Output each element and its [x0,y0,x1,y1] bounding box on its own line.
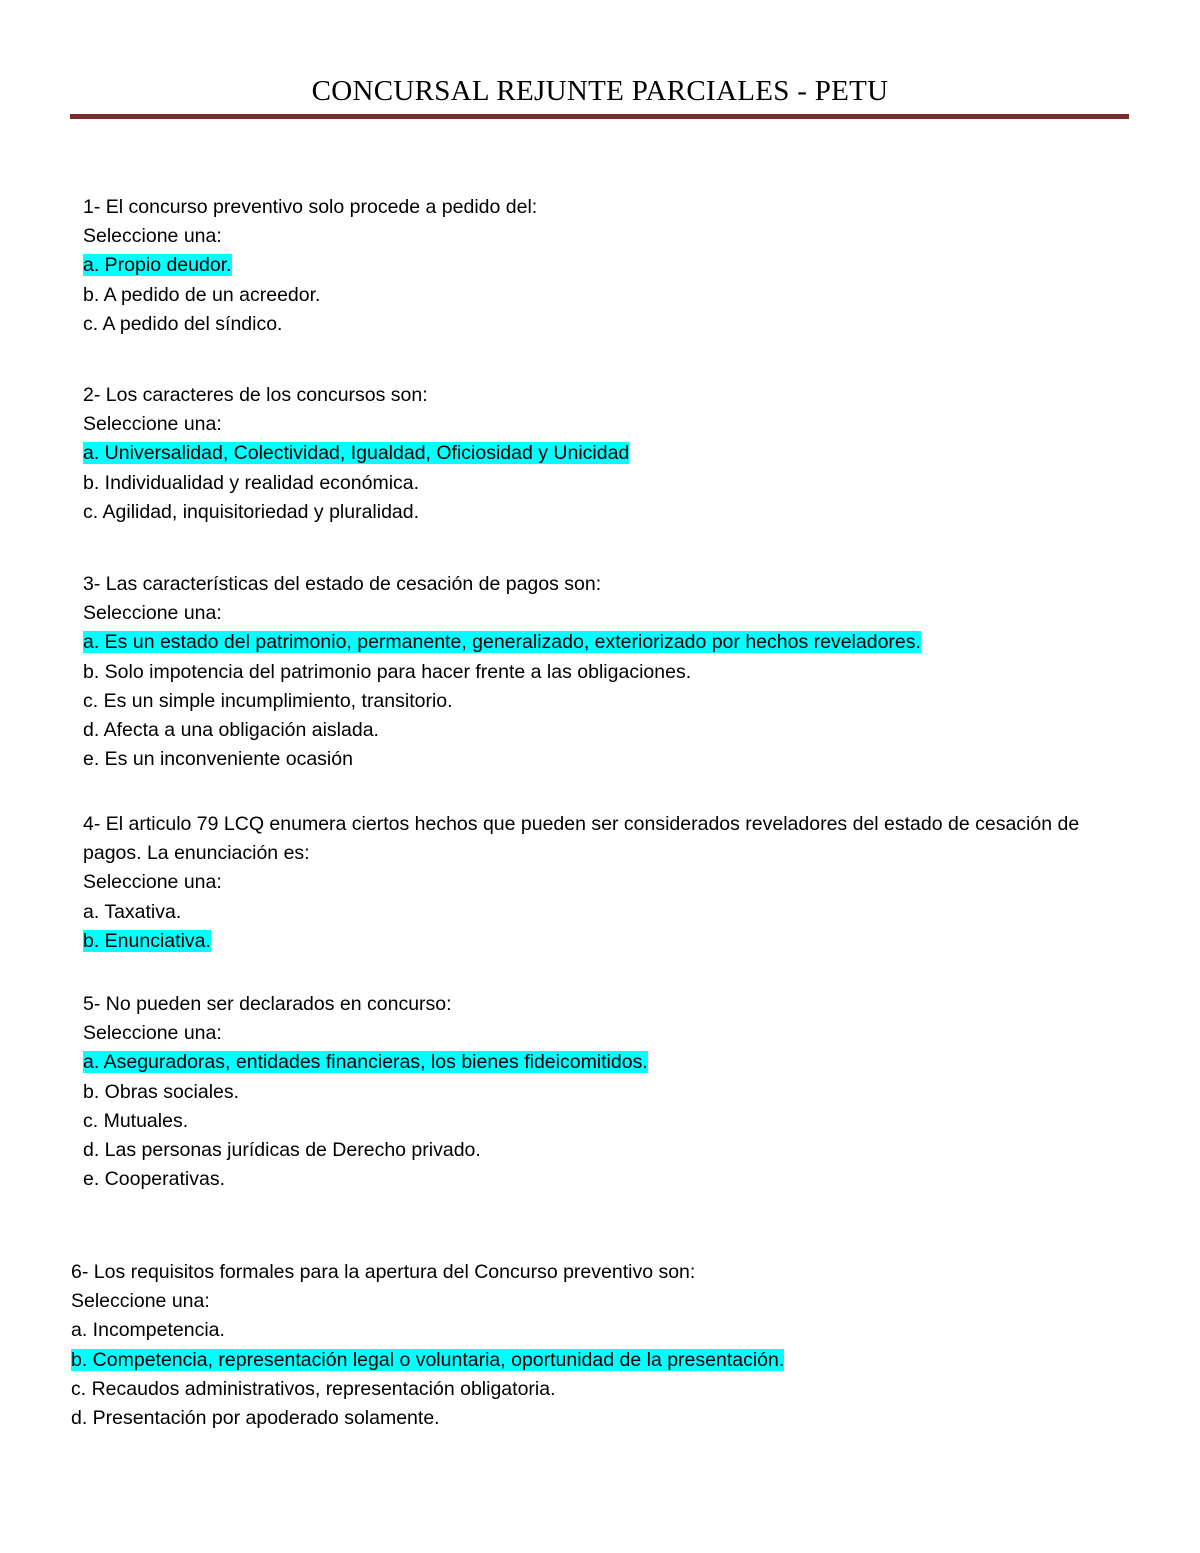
question-instruction: Seleccione una: [83,413,222,436]
question-block [83,810,1083,956]
option-c: c. Agilidad, inquisitoriedad y pluralidad. [83,500,420,523]
option-d: d. Presentación por apoderado solamente. [71,1407,440,1430]
question-instruction: Seleccione una: [83,602,222,625]
option-a: a. Incompetencia. [71,1319,225,1342]
question-block [83,381,629,527]
option-a-correct: a. Es un estado del patrimonio, permanente, generalizado, exteriorizado por hechos reveladores. [83,631,921,654]
question-instruction: Seleccione una: [83,871,222,894]
question-instruction: Seleccione una: [83,1022,222,1045]
option-a-correct: a. Aseguradoras, entidades financieras, los bienes fideicomitidos. [83,1051,648,1074]
option-b: b. A pedido de un acreedor. [83,283,321,306]
question-instruction: Seleccione una: [71,1290,210,1313]
option-e: e. Cooperativas. [83,1168,225,1191]
option-a: a. Taxativa. [83,900,182,923]
option-b-correct: b. Enunciativa. [83,929,211,952]
question-block [83,570,921,774]
option-c: c. Es un simple incumplimiento, transitorio. [83,689,453,712]
option-b: b. Individualidad y realidad económica. [83,471,420,494]
document-title: CONCURSAL REJUNTE PARCIALES - PETU [311,75,889,107]
question-instruction: Seleccione una: [83,225,222,248]
option-b: b. Solo impotencia del patrimonio para hacer frente a las obligaciones. [83,660,692,683]
option-c: c. A pedido del síndico. [83,312,283,335]
option-c: c. Mutuales. [83,1109,189,1132]
question-block [83,990,648,1194]
question-block [83,193,537,339]
option-b-correct: b. Competencia, representación legal o voluntaria, oportunidad de la presentación. [71,1348,785,1371]
option-a-correct: a. Universalidad, Colectividad, Igualdad, Oficiosidad y Unicidad [83,442,630,465]
option-c: c. Recaudos administrativos, representación obligatoria. [71,1377,556,1400]
question-prompt: 2- Los caracteres de los concursos son: [83,384,428,406]
question-block [71,1258,784,1433]
title-divider [70,114,1129,119]
question-prompt: 1- El concurso preventivo solo procede a pedido del: [83,196,538,218]
question-prompt: 4- El articulo 79 LCQ enumera ciertos hechos que pueden ser considerados reveladores del estado de cesación de pagos. La enunciación es: [83,813,1080,865]
option-d: d. Las personas jurídicas de Derecho privado. [83,1139,481,1162]
option-a-correct: a. Propio deudor. [83,254,232,277]
question-prompt: 5- No pueden ser declarados en concurso: [83,993,452,1015]
question-prompt: 6- Los requisitos formales para la apertura del Concurso preventivo son: [71,1261,696,1283]
option-e: e. Es un inconveniente ocasión [83,748,353,771]
option-b: b. Obras sociales. [83,1080,240,1103]
option-d: d. Afecta a una obligación aislada. [83,719,379,742]
question-prompt: 3- Las características del estado de cesación de pagos son: [83,573,602,595]
